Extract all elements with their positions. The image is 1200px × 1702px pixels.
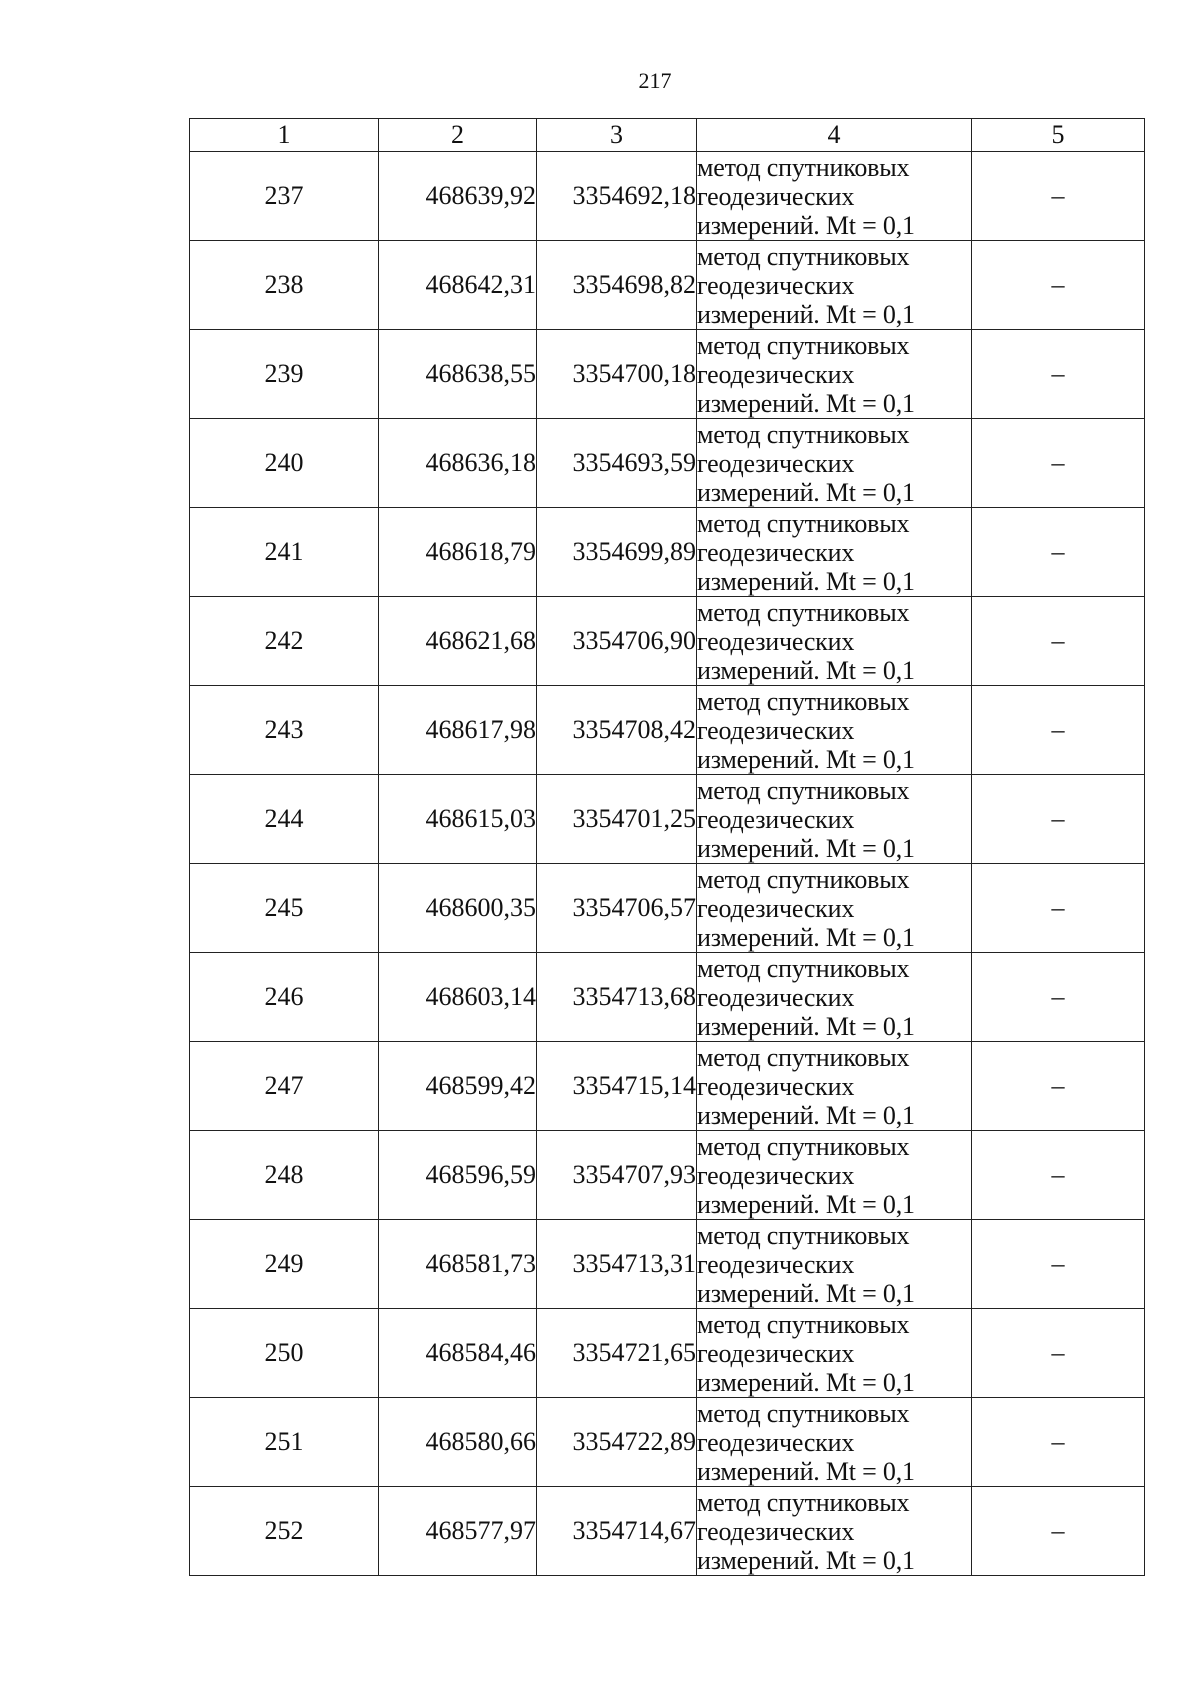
- method-line-1: метод спутниковых: [697, 864, 910, 894]
- point-number-cell: 239: [190, 330, 379, 419]
- method-line-2: геодезических: [697, 1427, 855, 1457]
- note-cell: –: [972, 419, 1145, 508]
- method-line-2: геодезических: [697, 537, 855, 567]
- x-coordinate-cell: 468618,79: [379, 508, 537, 597]
- method-cell: [697, 508, 972, 597]
- method-line-3: измерений. Mt = 0,1: [697, 299, 915, 329]
- method-cell: [697, 330, 972, 419]
- table-row: [190, 864, 1145, 953]
- x-coordinate-cell: 468600,35: [379, 864, 537, 953]
- method-cell: [697, 152, 972, 241]
- table-row: [190, 1487, 1145, 1576]
- method-line-3: измерений. Mt = 0,1: [697, 1278, 915, 1308]
- point-number-cell: 243: [190, 686, 379, 775]
- note-cell: –: [972, 241, 1145, 330]
- point-number-cell: 249: [190, 1220, 379, 1309]
- y-coordinate-cell: 3354700,18: [537, 330, 697, 419]
- method-line-2: геодезических: [697, 804, 855, 834]
- method-line-3: измерений. Mt = 0,1: [697, 1100, 915, 1130]
- method-cell: [697, 1220, 972, 1309]
- method-line-1: метод спутниковых: [697, 1309, 910, 1339]
- note-cell: –: [972, 1042, 1145, 1131]
- table-row: [190, 1398, 1145, 1487]
- point-number-cell: 252: [190, 1487, 379, 1576]
- method-line-1: метод спутниковых: [697, 953, 910, 983]
- method-line-2: геодезических: [697, 270, 855, 300]
- y-coordinate-cell: 3354692,18: [537, 152, 697, 241]
- table-row: [190, 152, 1145, 241]
- method-line-2: геодезических: [697, 982, 855, 1012]
- method-line-1: метод спутниковых: [697, 597, 910, 627]
- method-line-2: геодезических: [697, 1160, 855, 1190]
- method-cell: [697, 1309, 972, 1398]
- table-header-row: [190, 119, 1145, 152]
- point-number-cell: 240: [190, 419, 379, 508]
- coordinates-table: [189, 118, 1145, 1576]
- table-row: [190, 953, 1145, 1042]
- column-header-1: 1: [190, 119, 379, 152]
- method-line-1: метод спутниковых: [697, 686, 910, 716]
- method-line-2: геодезических: [697, 1249, 855, 1279]
- column-header-3: 3: [537, 119, 697, 152]
- note-cell: –: [972, 508, 1145, 597]
- method-line-3: измерений. Mt = 0,1: [697, 477, 915, 507]
- note-cell: –: [972, 1131, 1145, 1220]
- note-cell: –: [972, 1220, 1145, 1309]
- method-line-2: геодезических: [697, 1071, 855, 1101]
- point-number-cell: 241: [190, 508, 379, 597]
- method-line-1: метод спутниковых: [697, 775, 910, 805]
- x-coordinate-cell: 468580,66: [379, 1398, 537, 1487]
- table-row: [190, 1042, 1145, 1131]
- method-line-3: измерений. Mt = 0,1: [697, 1456, 915, 1486]
- method-cell: [697, 1398, 972, 1487]
- method-cell: [697, 686, 972, 775]
- table-row: [190, 330, 1145, 419]
- table-row: [190, 775, 1145, 864]
- method-line-1: метод спутниковых: [697, 1487, 910, 1517]
- point-number-cell: 246: [190, 953, 379, 1042]
- method-line-3: измерений. Mt = 0,1: [697, 1367, 915, 1397]
- method-cell: [697, 597, 972, 686]
- y-coordinate-cell: 3354722,89: [537, 1398, 697, 1487]
- method-cell: [697, 1042, 972, 1131]
- y-coordinate-cell: 3354701,25: [537, 775, 697, 864]
- y-coordinate-cell: 3354713,31: [537, 1220, 697, 1309]
- note-cell: –: [972, 1309, 1145, 1398]
- method-line-3: измерений. Mt = 0,1: [697, 566, 915, 596]
- x-coordinate-cell: 468599,42: [379, 1042, 537, 1131]
- note-cell: –: [972, 953, 1145, 1042]
- x-coordinate-cell: 468621,68: [379, 597, 537, 686]
- x-coordinate-cell: 468617,98: [379, 686, 537, 775]
- note-cell: –: [972, 597, 1145, 686]
- method-line-3: измерений. Mt = 0,1: [697, 1189, 915, 1219]
- table-row: [190, 686, 1145, 775]
- method-line-1: метод спутниковых: [697, 1220, 910, 1250]
- point-number-cell: 244: [190, 775, 379, 864]
- column-header-2: 2: [379, 119, 537, 152]
- note-cell: –: [972, 686, 1145, 775]
- method-line-1: метод спутниковых: [697, 1398, 910, 1428]
- y-coordinate-cell: 3354715,14: [537, 1042, 697, 1131]
- x-coordinate-cell: 468615,03: [379, 775, 537, 864]
- method-line-3: измерений. Mt = 0,1: [697, 655, 915, 685]
- method-cell: [697, 775, 972, 864]
- x-coordinate-cell: 468577,97: [379, 1487, 537, 1576]
- table-row: [190, 1309, 1145, 1398]
- y-coordinate-cell: 3354721,65: [537, 1309, 697, 1398]
- method-cell: [697, 953, 972, 1042]
- y-coordinate-cell: 3354713,68: [537, 953, 697, 1042]
- method-line-1: метод спутниковых: [697, 419, 910, 449]
- point-number-cell: 247: [190, 1042, 379, 1131]
- point-number-cell: 238: [190, 241, 379, 330]
- point-number-cell: 251: [190, 1398, 379, 1487]
- method-line-3: измерений. Mt = 0,1: [697, 922, 915, 952]
- method-line-3: измерений. Mt = 0,1: [697, 744, 915, 774]
- method-line-3: измерений. Mt = 0,1: [697, 833, 915, 863]
- method-line-2: геодезических: [697, 626, 855, 656]
- point-number-cell: 245: [190, 864, 379, 953]
- method-line-1: метод спутниковых: [697, 152, 910, 182]
- method-cell: [697, 864, 972, 953]
- x-coordinate-cell: 468639,92: [379, 152, 537, 241]
- note-cell: –: [972, 330, 1145, 419]
- x-coordinate-cell: 468596,59: [379, 1131, 537, 1220]
- point-number-cell: 237: [190, 152, 379, 241]
- method-cell: [697, 1487, 972, 1576]
- y-coordinate-cell: 3354699,89: [537, 508, 697, 597]
- table-row: [190, 508, 1145, 597]
- table-row: [190, 597, 1145, 686]
- method-line-2: геодезических: [697, 893, 855, 923]
- y-coordinate-cell: 3354707,93: [537, 1131, 697, 1220]
- note-cell: –: [972, 864, 1145, 953]
- table-row: [190, 1220, 1145, 1309]
- table-row: [190, 241, 1145, 330]
- method-line-1: метод спутниковых: [697, 1042, 910, 1072]
- method-line-2: геодезических: [697, 715, 855, 745]
- method-cell: [697, 241, 972, 330]
- method-line-2: геодезических: [697, 448, 855, 478]
- column-header-4: 4: [697, 119, 972, 152]
- method-line-2: геодезических: [697, 359, 855, 389]
- table-row: [190, 1131, 1145, 1220]
- x-coordinate-cell: 468642,31: [379, 241, 537, 330]
- note-cell: –: [972, 1487, 1145, 1576]
- method-line-2: геодезических: [697, 181, 855, 211]
- method-line-3: измерений. Mt = 0,1: [697, 1011, 915, 1041]
- page-number: 217: [638, 68, 672, 93]
- point-number-cell: 242: [190, 597, 379, 686]
- note-cell: –: [972, 775, 1145, 864]
- table-row: [190, 419, 1145, 508]
- point-number-cell: 250: [190, 1309, 379, 1398]
- method-line-2: геодезических: [697, 1338, 855, 1368]
- method-line-1: метод спутниковых: [697, 330, 910, 360]
- note-cell: –: [972, 1398, 1145, 1487]
- table-body: [190, 152, 1145, 1576]
- y-coordinate-cell: 3354698,82: [537, 241, 697, 330]
- point-number-cell: 248: [190, 1131, 379, 1220]
- y-coordinate-cell: 3354708,42: [537, 686, 697, 775]
- method-line-1: метод спутниковых: [697, 1131, 910, 1161]
- method-line-3: измерений. Mt = 0,1: [697, 388, 915, 418]
- method-line-1: метод спутниковых: [697, 241, 910, 271]
- x-coordinate-cell: 468603,14: [379, 953, 537, 1042]
- method-cell: [697, 419, 972, 508]
- y-coordinate-cell: 3354706,57: [537, 864, 697, 953]
- note-cell: –: [972, 152, 1145, 241]
- method-cell: [697, 1131, 972, 1220]
- method-line-3: измерений. Mt = 0,1: [697, 1545, 915, 1575]
- x-coordinate-cell: 468638,55: [379, 330, 537, 419]
- y-coordinate-cell: 3354714,67: [537, 1487, 697, 1576]
- y-coordinate-cell: 3354693,59: [537, 419, 697, 508]
- method-line-3: измерений. Mt = 0,1: [697, 210, 915, 240]
- x-coordinate-cell: 468636,18: [379, 419, 537, 508]
- column-header-5: 5: [972, 119, 1145, 152]
- y-coordinate-cell: 3354706,90: [537, 597, 697, 686]
- method-line-1: метод спутниковых: [697, 508, 910, 538]
- method-line-2: геодезических: [697, 1516, 855, 1546]
- x-coordinate-cell: 468581,73: [379, 1220, 537, 1309]
- x-coordinate-cell: 468584,46: [379, 1309, 537, 1398]
